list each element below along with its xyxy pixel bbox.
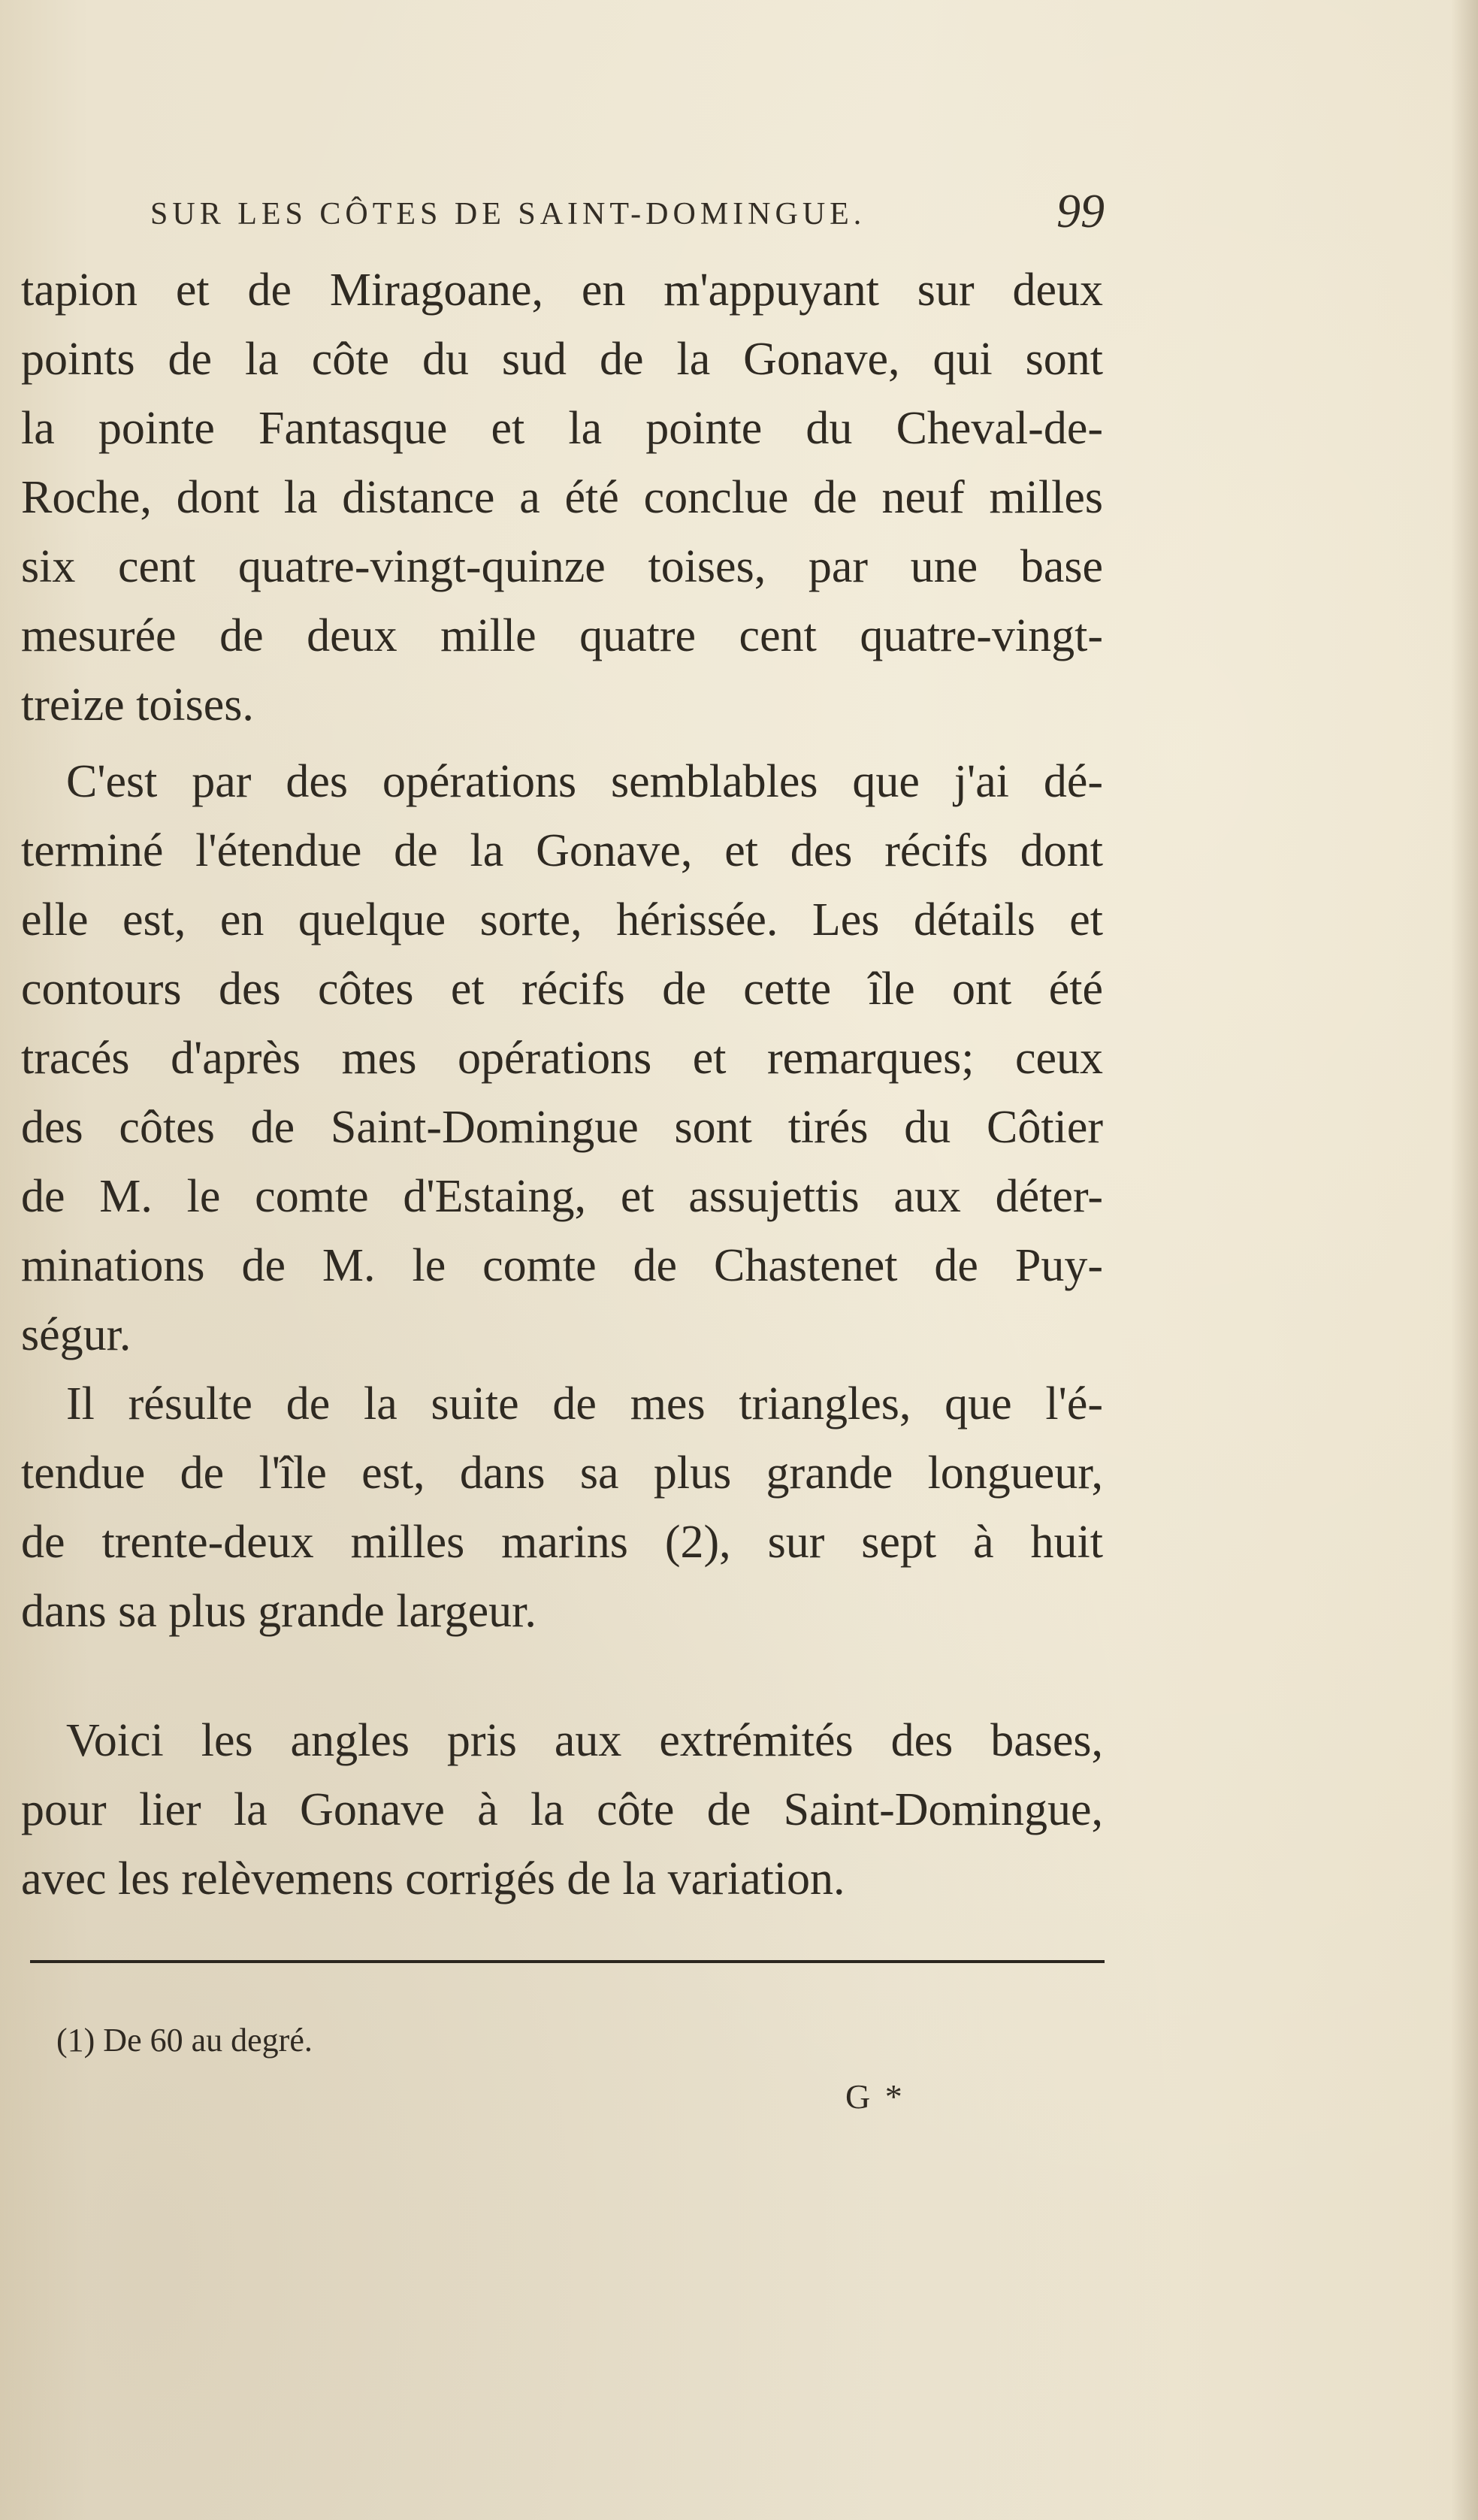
- footnote-rule: [30, 1960, 1105, 1963]
- text-line: tracés d'après mes opérations et remarques; ceux: [21, 1033, 1103, 1084]
- text-line: points de la côte du sud de la Gonave, qui sont: [21, 334, 1103, 385]
- text-line: treize toises.: [21, 679, 254, 731]
- text-line: Voici les angles pris aux extrémités des bases,: [66, 1715, 1103, 1766]
- text-line: dans sa plus grande largeur.: [21, 1586, 536, 1637]
- text-line: terminé l'étendue de la Gonave, et des récifs dont: [21, 825, 1103, 876]
- text-line: la pointe Fantasque et la pointe du Cheval-de-: [21, 403, 1103, 454]
- text-line: C'est par des opérations semblables que j'ai dé-: [66, 756, 1103, 807]
- page-edge-shadow: [1451, 0, 1478, 2520]
- signature-mark: G *: [845, 2077, 905, 2116]
- paragraph-3: [21, 1369, 1103, 1646]
- text-line: Il résulte de la suite de mes triangles, que l'é-: [66, 1378, 1103, 1429]
- text-line: elle est, en quelque sorte, hérissée. Les détails et: [21, 894, 1103, 945]
- footnote: (1) De 60 au degré.: [56, 2022, 313, 2059]
- running-head: SUR LES CÔTES DE SAINT-DOMINGUE.: [150, 197, 866, 231]
- page-header: [150, 184, 1105, 241]
- text-line: ségur.: [21, 1309, 131, 1360]
- paragraph-2: [21, 747, 1103, 1369]
- text-line: contours des côtes et récifs de cette île ont été: [21, 964, 1103, 1015]
- text-line: de trente-deux milles marins (2), sur sept à huit: [21, 1517, 1103, 1568]
- text-line: pour lier la Gonave à la côte de Saint-Domingue,: [21, 1784, 1103, 1835]
- text-line: tapion et de Miragoane, en m'appuyant sur deux: [21, 265, 1103, 316]
- paragraph-1: [21, 256, 1103, 740]
- text-line: Roche, dont la distance a été conclue de neuf milles: [21, 472, 1103, 523]
- text-line: avec les relèvemens corrigés de la variation.: [21, 1853, 845, 1904]
- text-line: minations de M. le comte de Chastenet de Puy-: [21, 1240, 1103, 1291]
- text-line: mesurée de deux mille quatre cent quatre-vingt-: [21, 610, 1103, 661]
- page-number: 99: [1056, 184, 1105, 237]
- text-line: des côtes de Saint-Domingue sont tirés du Côtier: [21, 1102, 1103, 1153]
- text-line: tendue de l'île est, dans sa plus grande longueur,: [21, 1448, 1103, 1499]
- paragraph-4: [21, 1706, 1103, 1913]
- text-line: six cent quatre-vingt-quinze toises, par une base: [21, 541, 1103, 592]
- text-line: de M. le comte d'Estaing, et assujettis aux déter-: [21, 1171, 1103, 1222]
